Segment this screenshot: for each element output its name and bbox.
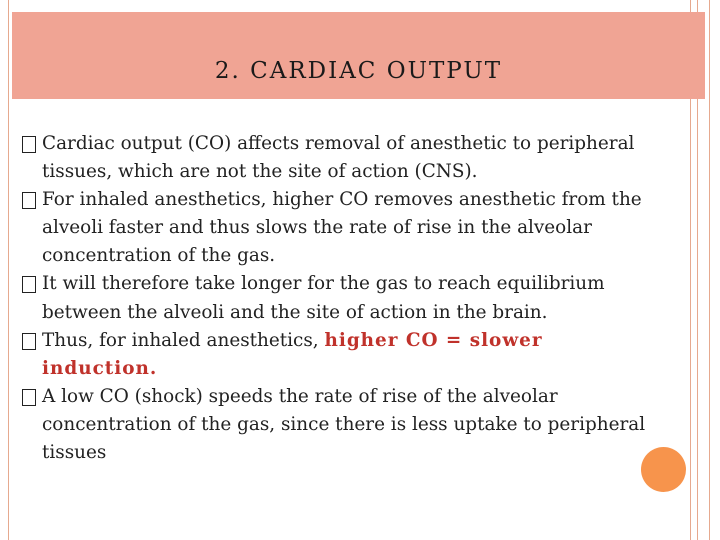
bullet-text: Thus, for inhaled anesthetics, [42,329,325,351]
bullet-list [22,130,662,467]
bullet-item [22,383,662,467]
bullet-box-icon [22,192,36,209]
bullet-box-icon [22,136,36,153]
orange-circle-decoration [641,447,686,492]
bullet-text: Cardiac output (CO) affects removal of anesthetic to peripheral tissues, which are not the site of action (CNS). [42,133,635,183]
highlight-text: higher CO = slower induction. [42,329,543,379]
frame-line-right-3 [709,0,710,540]
bullet-text: For inhaled anesthetics, higher CO removes anesthetic from the alveoli faster and thus slows the rate of rise in the alveolar concentration of the gas. [42,189,642,267]
bullet-box-icon [22,276,36,293]
bullet-text: It will therefore take longer for the gas to reach equilibrium between the alveoli and the site of action in the brain. [42,273,605,323]
bullet-item [22,327,662,383]
slide-title: 2. CARDIAC OUTPUT [214,58,503,84]
bullet-item [22,270,662,326]
bullet-item [22,186,662,270]
bullet-text: A low CO (shock) speeds the rate of rise of the alveolar concentration of the gas, since there is less uptake to peripheral tissues [42,385,646,464]
bullet-item [22,130,662,186]
bullet-box-icon [22,389,36,406]
title-band [12,12,705,99]
bullet-box-icon [22,333,36,350]
frame-line-left [8,0,9,540]
